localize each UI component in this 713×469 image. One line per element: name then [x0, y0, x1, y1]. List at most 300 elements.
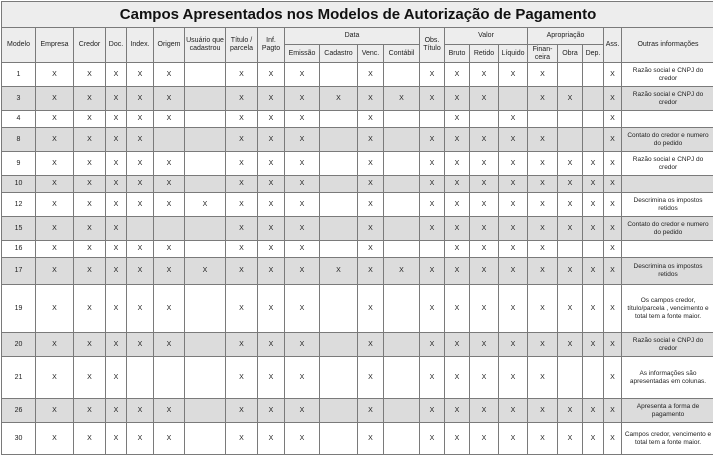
mark-cell: X — [36, 241, 74, 258]
mark-cell: X — [258, 193, 285, 217]
mark-cell — [583, 63, 604, 87]
mark-cell: X — [583, 152, 604, 176]
mark-cell: X — [226, 128, 258, 152]
mark-cell: X — [470, 193, 499, 217]
mark-cell: X — [445, 333, 470, 357]
mark-cell — [384, 241, 420, 258]
mark-cell: X — [558, 217, 583, 241]
mark-cell: X — [127, 63, 154, 87]
mark-cell: X — [558, 333, 583, 357]
modelo-cell: 26 — [2, 399, 36, 423]
table-row — [2, 152, 713, 176]
mark-cell — [127, 217, 154, 241]
mark-cell: X — [445, 87, 470, 111]
mark-cell — [185, 357, 226, 399]
mark-cell: X — [74, 399, 106, 423]
mark-cell: X — [528, 176, 558, 193]
mark-cell: X — [74, 217, 106, 241]
header-emissao: Emissão — [285, 45, 320, 63]
mark-cell — [154, 128, 185, 152]
mark-cell: X — [127, 333, 154, 357]
mark-cell: X — [499, 176, 528, 193]
mark-cell: X — [358, 217, 384, 241]
mark-cell: X — [470, 333, 499, 357]
mark-cell: X — [74, 111, 106, 128]
mark-cell: X — [258, 111, 285, 128]
mark-cell: X — [320, 258, 358, 285]
mark-cell: X — [470, 399, 499, 423]
header-venc: Venc. — [358, 45, 384, 63]
modelo-cell: 3 — [2, 87, 36, 111]
mark-cell: X — [470, 217, 499, 241]
table-row — [2, 357, 713, 399]
mark-cell — [185, 285, 226, 333]
mark-cell: X — [358, 399, 384, 423]
mark-cell: X — [470, 423, 499, 455]
mark-cell: X — [499, 152, 528, 176]
outras-informacoes-cell: Apresenta a forma de pagamento — [622, 399, 713, 423]
mark-cell — [154, 357, 185, 399]
mark-cell: X — [154, 258, 185, 285]
mark-cell: X — [106, 193, 127, 217]
mark-cell: X — [106, 333, 127, 357]
mark-cell: X — [528, 152, 558, 176]
mark-cell: X — [583, 217, 604, 241]
mark-cell: X — [285, 285, 320, 333]
mark-cell — [583, 241, 604, 258]
mark-cell: X — [604, 399, 622, 423]
mark-cell: X — [445, 111, 470, 128]
mark-cell: X — [384, 87, 420, 111]
header-titulo-parcela: Título / parcela — [226, 28, 258, 63]
mark-cell: X — [127, 423, 154, 455]
mark-cell: X — [358, 111, 384, 128]
mark-cell — [384, 63, 420, 87]
modelo-cell: 30 — [2, 423, 36, 455]
mark-cell — [185, 87, 226, 111]
mark-cell: X — [420, 333, 445, 357]
mark-cell: X — [127, 241, 154, 258]
mark-cell: X — [358, 333, 384, 357]
mark-cell: X — [420, 217, 445, 241]
outras-informacoes-cell: Razão social e CNPJ do credor — [622, 333, 713, 357]
mark-cell: X — [36, 63, 74, 87]
mark-cell — [558, 111, 583, 128]
mark-cell: X — [154, 152, 185, 176]
mark-cell: X — [445, 285, 470, 333]
outras-informacoes-cell: Os campos credor, título/parcela , vencimento e total tem a fonte maior. — [622, 285, 713, 333]
mark-cell: X — [445, 357, 470, 399]
header-contabil: Contábil — [384, 45, 420, 63]
outras-informacoes-cell — [622, 111, 713, 128]
mark-cell: X — [106, 152, 127, 176]
mark-cell: X — [470, 87, 499, 111]
header-liquido: Líquido — [499, 45, 528, 63]
mark-cell — [384, 176, 420, 193]
mark-cell: X — [583, 333, 604, 357]
mark-cell: X — [36, 357, 74, 399]
mark-cell: X — [528, 258, 558, 285]
mark-cell: X — [285, 193, 320, 217]
mark-cell: X — [420, 152, 445, 176]
mark-cell — [185, 128, 226, 152]
mark-cell: X — [558, 423, 583, 455]
outras-informacoes-cell: Descrimina os impostos retidos — [622, 193, 713, 217]
mark-cell: X — [604, 217, 622, 241]
modelo-cell: 20 — [2, 333, 36, 357]
mark-cell: X — [106, 285, 127, 333]
mark-cell: X — [106, 111, 127, 128]
table-row — [2, 87, 713, 111]
header-obs-titulo: Obs. Título — [420, 28, 445, 63]
mark-cell: X — [499, 241, 528, 258]
header-retido: Retido — [470, 45, 499, 63]
mark-cell: X — [558, 152, 583, 176]
authorization-fields-table-container — [1, 1, 712, 468]
mark-cell: X — [499, 333, 528, 357]
mark-cell: X — [127, 128, 154, 152]
modelo-cell: 9 — [2, 152, 36, 176]
mark-cell: X — [36, 193, 74, 217]
mark-cell: X — [74, 152, 106, 176]
mark-cell: X — [558, 285, 583, 333]
mark-cell: X — [36, 87, 74, 111]
outras-informacoes-cell: Campos credor, vencimento e total tem a fonte maior. — [622, 423, 713, 455]
mark-cell: X — [285, 87, 320, 111]
outras-informacoes-cell: Contato do credor e numero do pedido — [622, 128, 713, 152]
modelo-cell: 1 — [2, 63, 36, 87]
mark-cell — [558, 241, 583, 258]
mark-cell: X — [604, 111, 622, 128]
mark-cell: X — [384, 258, 420, 285]
mark-cell: X — [358, 285, 384, 333]
mark-cell: X — [358, 423, 384, 455]
mark-cell: X — [154, 193, 185, 217]
mark-cell: X — [445, 63, 470, 87]
header-bruto: Bruto — [445, 45, 470, 63]
mark-cell: X — [226, 285, 258, 333]
table-body — [2, 63, 713, 455]
mark-cell — [185, 111, 226, 128]
header-usuario-cadastrou: Usuário que cadastrou — [185, 28, 226, 63]
modelo-cell: 17 — [2, 258, 36, 285]
mark-cell: X — [74, 63, 106, 87]
mark-cell: X — [106, 87, 127, 111]
mark-cell: X — [226, 87, 258, 111]
mark-cell: X — [285, 176, 320, 193]
mark-cell — [583, 111, 604, 128]
mark-cell: X — [36, 423, 74, 455]
header-cadastro: Cadastro — [320, 45, 358, 63]
mark-cell: X — [558, 258, 583, 285]
modelo-cell: 4 — [2, 111, 36, 128]
mark-cell — [558, 63, 583, 87]
mark-cell: X — [258, 63, 285, 87]
table-title: Campos Apresentados nos Modelos de Autorização de Pagamento — [2, 2, 713, 28]
authorization-fields-table — [1, 1, 713, 455]
mark-cell: X — [604, 87, 622, 111]
mark-cell: X — [604, 176, 622, 193]
mark-cell: X — [358, 152, 384, 176]
mark-cell: X — [106, 423, 127, 455]
mark-cell: X — [226, 176, 258, 193]
table-row — [2, 241, 713, 258]
mark-cell: X — [604, 423, 622, 455]
mark-cell — [320, 176, 358, 193]
mark-cell: X — [528, 241, 558, 258]
mark-cell — [384, 357, 420, 399]
mark-cell: X — [258, 399, 285, 423]
mark-cell: X — [358, 128, 384, 152]
mark-cell — [185, 176, 226, 193]
mark-cell: X — [154, 241, 185, 258]
mark-cell: X — [127, 399, 154, 423]
header-credor: Credor — [74, 28, 106, 63]
mark-cell: X — [528, 285, 558, 333]
mark-cell: X — [358, 193, 384, 217]
mark-cell: X — [285, 217, 320, 241]
mark-cell — [384, 193, 420, 217]
mark-cell: X — [154, 63, 185, 87]
mark-cell: X — [185, 258, 226, 285]
header-origem: Origem — [154, 28, 185, 63]
mark-cell: X — [106, 128, 127, 152]
mark-cell: X — [420, 193, 445, 217]
mark-cell: X — [154, 285, 185, 333]
table-row — [2, 258, 713, 285]
mark-cell: X — [127, 111, 154, 128]
mark-cell: X — [470, 63, 499, 87]
mark-cell: X — [258, 241, 285, 258]
mark-cell — [384, 111, 420, 128]
mark-cell — [384, 217, 420, 241]
header-financeira: Finan-ceira — [528, 45, 558, 63]
mark-cell: X — [604, 63, 622, 87]
mark-cell: X — [226, 423, 258, 455]
outras-informacoes-cell: Contato do credor e numero do pedido — [622, 217, 713, 241]
mark-cell: X — [258, 333, 285, 357]
mark-cell: X — [36, 399, 74, 423]
mark-cell: X — [36, 333, 74, 357]
header-empresa: Empresa — [36, 28, 74, 63]
mark-cell: X — [106, 217, 127, 241]
mark-cell — [528, 111, 558, 128]
modelo-cell: 16 — [2, 241, 36, 258]
group-header-data: Data — [285, 28, 420, 45]
mark-cell: X — [127, 152, 154, 176]
mark-cell: X — [470, 357, 499, 399]
header-dep: Dep. — [583, 45, 604, 63]
mark-cell: X — [499, 423, 528, 455]
mark-cell: X — [258, 217, 285, 241]
mark-cell: X — [358, 176, 384, 193]
mark-cell: X — [226, 152, 258, 176]
modelo-cell: 15 — [2, 217, 36, 241]
mark-cell: X — [604, 357, 622, 399]
mark-cell — [384, 285, 420, 333]
mark-cell: X — [445, 152, 470, 176]
mark-cell — [185, 152, 226, 176]
table-row — [2, 176, 713, 193]
header-inf-pagto: Inf. Pagto — [258, 28, 285, 63]
mark-cell: X — [36, 176, 74, 193]
modelo-cell: 12 — [2, 193, 36, 217]
mark-cell: X — [445, 217, 470, 241]
mark-cell — [185, 399, 226, 423]
mark-cell: X — [528, 217, 558, 241]
mark-cell — [384, 333, 420, 357]
mark-cell: X — [499, 128, 528, 152]
mark-cell: X — [226, 63, 258, 87]
mark-cell — [420, 111, 445, 128]
mark-cell — [499, 87, 528, 111]
mark-cell: X — [499, 285, 528, 333]
mark-cell: X — [226, 399, 258, 423]
mark-cell: X — [74, 241, 106, 258]
mark-cell — [320, 241, 358, 258]
mark-cell: X — [470, 241, 499, 258]
mark-cell: X — [258, 152, 285, 176]
mark-cell: X — [285, 423, 320, 455]
mark-cell: X — [258, 357, 285, 399]
mark-cell: X — [127, 193, 154, 217]
mark-cell: X — [358, 241, 384, 258]
mark-cell — [185, 333, 226, 357]
mark-cell: X — [604, 193, 622, 217]
mark-cell: X — [185, 193, 226, 217]
mark-cell — [185, 241, 226, 258]
mark-cell: X — [74, 128, 106, 152]
outras-informacoes-cell: Razão social e CNPJ do credor — [622, 87, 713, 111]
mark-cell — [583, 128, 604, 152]
mark-cell — [558, 128, 583, 152]
mark-cell: X — [154, 333, 185, 357]
mark-cell: X — [583, 285, 604, 333]
mark-cell: X — [127, 258, 154, 285]
mark-cell: X — [445, 128, 470, 152]
mark-cell: X — [226, 357, 258, 399]
mark-cell — [470, 111, 499, 128]
table-row — [2, 399, 713, 423]
mark-cell: X — [528, 128, 558, 152]
mark-cell: X — [604, 333, 622, 357]
table-row — [2, 285, 713, 333]
mark-cell: X — [74, 333, 106, 357]
table-row — [2, 423, 713, 455]
outras-informacoes-cell: Descrimina os impostos retidos — [622, 258, 713, 285]
mark-cell — [320, 399, 358, 423]
mark-cell: X — [74, 193, 106, 217]
mark-cell: X — [74, 357, 106, 399]
mark-cell: X — [74, 285, 106, 333]
table-row — [2, 217, 713, 241]
mark-cell: X — [154, 399, 185, 423]
mark-cell: X — [127, 285, 154, 333]
outras-informacoes-cell — [622, 241, 713, 258]
mark-cell: X — [36, 128, 74, 152]
mark-cell: X — [285, 333, 320, 357]
mark-cell: X — [528, 423, 558, 455]
mark-cell — [185, 423, 226, 455]
mark-cell: X — [604, 258, 622, 285]
header-index: Index. — [127, 28, 154, 63]
mark-cell: X — [36, 285, 74, 333]
mark-cell — [320, 152, 358, 176]
mark-cell — [320, 423, 358, 455]
mark-cell: X — [285, 241, 320, 258]
mark-cell — [154, 217, 185, 241]
mark-cell: X — [36, 258, 74, 285]
mark-cell: X — [499, 111, 528, 128]
mark-cell: X — [528, 357, 558, 399]
mark-cell: X — [74, 258, 106, 285]
mark-cell: X — [528, 193, 558, 217]
mark-cell: X — [258, 285, 285, 333]
mark-cell: X — [36, 217, 74, 241]
mark-cell: X — [445, 258, 470, 285]
outras-informacoes-cell: Razão social e CNPJ do credor — [622, 63, 713, 87]
mark-cell: X — [74, 176, 106, 193]
mark-cell: X — [36, 111, 74, 128]
mark-cell: X — [154, 87, 185, 111]
mark-cell: X — [74, 87, 106, 111]
mark-cell — [320, 128, 358, 152]
mark-cell: X — [470, 128, 499, 152]
mark-cell: X — [258, 176, 285, 193]
mark-cell: X — [285, 258, 320, 285]
mark-cell: X — [285, 357, 320, 399]
mark-cell: X — [358, 87, 384, 111]
mark-cell: X — [74, 423, 106, 455]
mark-cell: X — [420, 128, 445, 152]
modelo-cell: 21 — [2, 357, 36, 399]
mark-cell — [320, 111, 358, 128]
mark-cell: X — [358, 357, 384, 399]
mark-cell: X — [420, 423, 445, 455]
mark-cell: X — [528, 87, 558, 111]
mark-cell: X — [470, 258, 499, 285]
mark-cell — [320, 193, 358, 217]
mark-cell: X — [420, 176, 445, 193]
mark-cell: X — [154, 176, 185, 193]
mark-cell: X — [285, 128, 320, 152]
mark-cell: X — [420, 357, 445, 399]
mark-cell: X — [226, 111, 258, 128]
mark-cell: X — [604, 241, 622, 258]
mark-cell: X — [604, 128, 622, 152]
mark-cell — [320, 333, 358, 357]
mark-cell: X — [285, 399, 320, 423]
mark-cell: X — [499, 258, 528, 285]
mark-cell: X — [604, 152, 622, 176]
mark-cell: X — [226, 333, 258, 357]
mark-cell: X — [106, 63, 127, 87]
mark-cell: X — [420, 63, 445, 87]
mark-cell — [583, 87, 604, 111]
mark-cell: X — [420, 258, 445, 285]
mark-cell — [185, 217, 226, 241]
mark-cell — [320, 285, 358, 333]
mark-cell: X — [106, 399, 127, 423]
mark-cell: X — [358, 258, 384, 285]
mark-cell: X — [154, 111, 185, 128]
mark-cell: X — [528, 63, 558, 87]
mark-cell — [127, 357, 154, 399]
mark-cell: X — [499, 357, 528, 399]
mark-cell: X — [226, 217, 258, 241]
mark-cell: X — [285, 152, 320, 176]
modelo-cell: 8 — [2, 128, 36, 152]
